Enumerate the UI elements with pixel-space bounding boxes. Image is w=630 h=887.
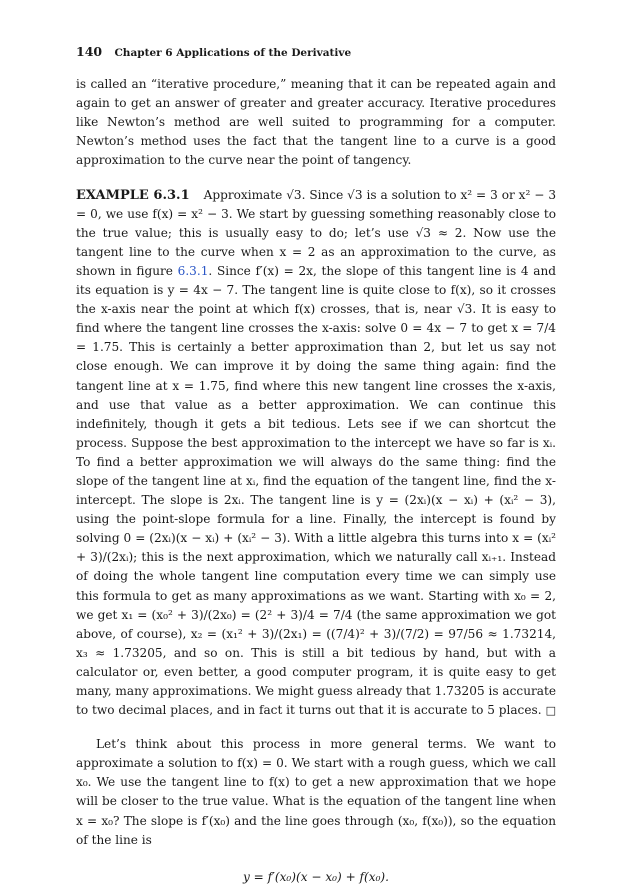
page — [76, 42, 556, 887]
example-block — [76, 186, 556, 721]
end-of-example-icon: □ — [545, 704, 556, 718]
page-number: 140 — [76, 44, 103, 59]
example-text-start: Approximate √3. Since √3 is a solution to x² = 3 or x² − 3 = 0, we use f(x) = x² − 3. We start by guessing something reasonably close to the true value; this is usually easy to do; let’s use √3 ≈ 2. Now use the tangent line to the curve when x = 2 as an approximation to the curve, as shown in figure — [76, 187, 557, 278]
section-gap — [76, 720, 556, 735]
display-equation: y = f′(x₀)(x − x₀) + f(x₀). — [243, 869, 389, 884]
intro-paragraph: is called an “iterative procedure,” meaning that it can be repeated again and again to get an answer of greater and greater accuracy. Iterative procedures like Newton’s method are well suited to programming for a computer. Newton’s method uses the fact that the tangent line to a curve is a good approximation to the curve near the point of tangency. — [76, 77, 556, 168]
example-text-rest: . Since f′(x) = 2x, the slope of this tangent line is 4 and its equation is y = 4x − 7. The tangent line is quite close to f(x), so it crosses the x-axis near the point at which f(x) crosses, that is, near √3. It is easy to find where the tangent line crosses the x-axis: solve 0 = 4x − 7 to get x = 7/4 = 1.75. This is certainly a better approximation than 2, but let us say not close enough. We can improve it by doing the same thing again: find the tangent line at x = 1.75, find where this new tangent line crosses the x-axis, and use that value as a better approximation. We can continue this indefinitely, though it gets a bit tedious. Lets see if we can shortcut the process. Suppose the best approximation to the intercept we have so far is xᵢ. To find a better approximation we will always do the same thing: find the slope of the tangent line at xᵢ, find the equation of the tangent line, find the x-intercept. The slope is 2xᵢ. The tangent line is y = (2xᵢ)(x − xᵢ) + (xᵢ² − 3), using the point-slope formula for a line. Finally, the intercept is found by solving 0 = (2xᵢ)(x − xᵢ) + (xᵢ² − 3). With a little algebra this turns into x = (xᵢ² + 3)/(2xᵢ); this is the next approximation, which we naturally call xᵢ₊₁. Instead of doing the whole tangent line computation every time we can simply use this formula to get as many approximations as we want. Starting with x₀ = 2, we get x₁ = (x₀² + 3)/(2x₀) = (2² + 3)/4 = 7/4 (the same approximation we got above, of course), x₂ = (x₁² + 3)/(2x₁) = ((7/4)² + 3)/(7/2) = 97/56 ≈ 1.73214, x₃ ≈ 1.73205, and so on. This is still a bit tedious by hand, but with a calculator or, even better, a good computer program, it is quite easy to get many, many approximations. We might guess already that 1.73205 is accurate to two decimal places, and in fact it turns out that it is accurate to 5 places. — [76, 263, 556, 718]
chapter-title: Chapter 6 Applications of the Derivative — [114, 47, 352, 59]
example-label: EXAMPLE 6.3.1 — [76, 187, 190, 203]
section-gap — [76, 171, 556, 186]
general-paragraph: Let’s think about this process in more general terms. We want to approximate a solution to f(x) = 0. We start with a rough guess, which we call x₀. We use the tangent line to f(x) to get a new approximation that we hope will be closer to the true value. What is the equation of the tangent line when x = x₀? The slope is f′(x₀) and the line goes through (x₀, f(x₀)), so the equation of the line is — [76, 737, 556, 847]
running-head — [76, 42, 556, 63]
figure-link[interactable]: 6.3.1 — [177, 263, 209, 278]
